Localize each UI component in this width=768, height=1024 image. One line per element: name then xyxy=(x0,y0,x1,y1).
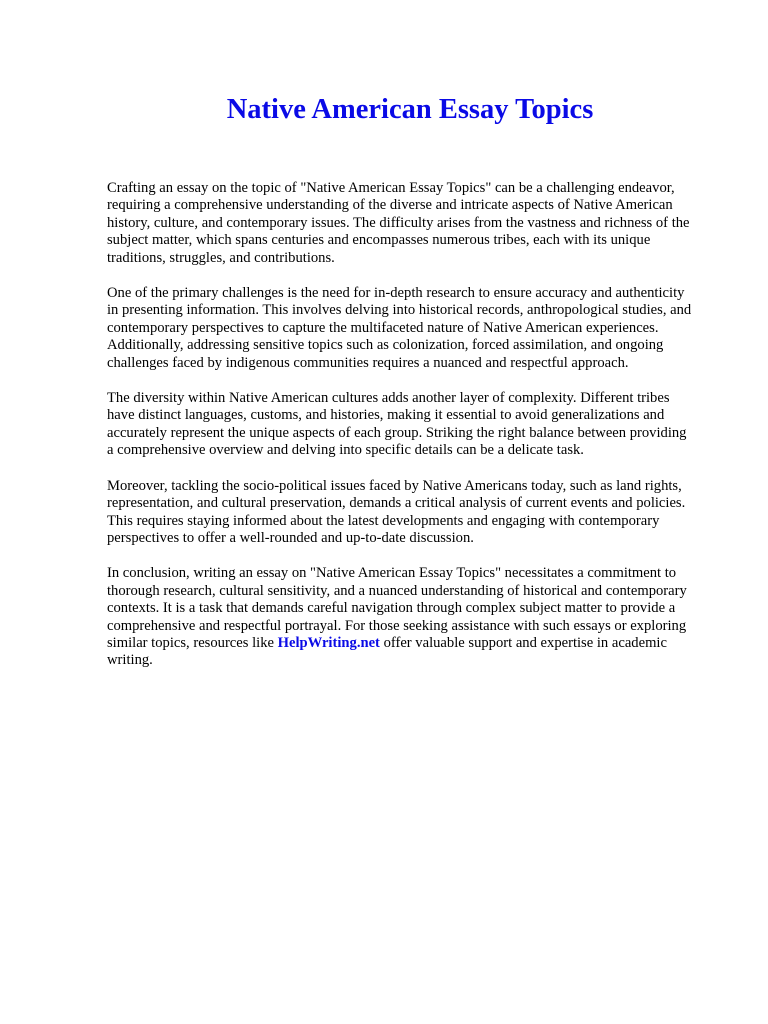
paragraph-intro xyxy=(107,180,717,267)
text-line: have distinct languages, customs, and histories, making it essential to avoid generalizations and xyxy=(107,407,665,424)
text-line: Moreover, tackling the socio-political issues faced by Native Americans today, such as land rights, xyxy=(107,477,682,494)
text-line: requiring a comprehensive understanding of the diverse and intricate aspects of Native American xyxy=(107,197,673,214)
text-line: contexts. It is a task that demands careful navigation through complex subject matter to provide a xyxy=(107,600,676,617)
paragraph-socio-political xyxy=(107,478,717,548)
text-line: traditions, struggles, and contributions. xyxy=(107,249,335,266)
text-line: challenges faced by indigenous communities requires a nuanced and respectful approach. xyxy=(107,354,629,371)
text-line: One of the primary challenges is the need for in-depth research to ensure accuracy and authenticity xyxy=(107,285,685,302)
text-line: This requires staying informed about the latest developments and engaging with contemporary xyxy=(107,512,660,529)
helpwriting-link[interactable]: HelpWriting.net xyxy=(277,634,380,651)
text-line: writing. xyxy=(107,652,153,669)
text-line: subject matter, which spans centuries and encompasses numerous tribes, each with its unique xyxy=(107,232,651,249)
paragraph-diversity xyxy=(107,390,717,460)
essay-body xyxy=(107,180,717,688)
link-line-after: offer valuable support and expertise in academic xyxy=(379,634,667,651)
text-line: Crafting an essay on the topic of "Native American Essay Topics" can be a challenging endeavor, xyxy=(107,180,675,196)
text-line: history, culture, and contemporary issues. The difficulty arises from the vastness and richness of the xyxy=(107,214,690,231)
link-line-before: similar topics, resources like xyxy=(107,634,278,651)
page-title: Native American Essay Topics xyxy=(226,94,594,125)
text-line: thorough research, cultural sensitivity, and a nuanced understanding of historical and contemporary xyxy=(107,582,687,599)
paragraph-conclusion xyxy=(107,565,717,669)
text-line: representation, and cultural preservation, demands a critical analysis of current events and policies. xyxy=(107,495,686,512)
paragraph-research xyxy=(107,285,717,372)
text-line: perspectives to offer a well-rounded and up-to-date discussion. xyxy=(107,529,474,546)
text-line: a comprehensive overview and delving into specific details can be a delicate task. xyxy=(107,442,584,459)
text-line: in presenting information. This involves delving into historical records, anthropological studies, and xyxy=(107,302,692,319)
text-line-with-link xyxy=(107,635,667,651)
text-line: Additionally, addressing sensitive topics such as colonization, forced assimilation, and ongoing xyxy=(107,337,664,354)
text-line: accurately represent the unique aspects of each group. Striking the right balance between providing xyxy=(107,424,687,441)
text-line: The diversity within Native American cultures adds another layer of complexity. Different tribes xyxy=(107,390,670,407)
text-line: In conclusion, writing an essay on "Native American Essay Topics" necessitates a commitment to xyxy=(107,565,677,582)
text-line: comprehensive and respectful portrayal. For those seeking assistance with such essays or exploring xyxy=(107,617,687,634)
text-line: contemporary perspectives to capture the multifaceted nature of Native American experiences. xyxy=(107,319,659,336)
